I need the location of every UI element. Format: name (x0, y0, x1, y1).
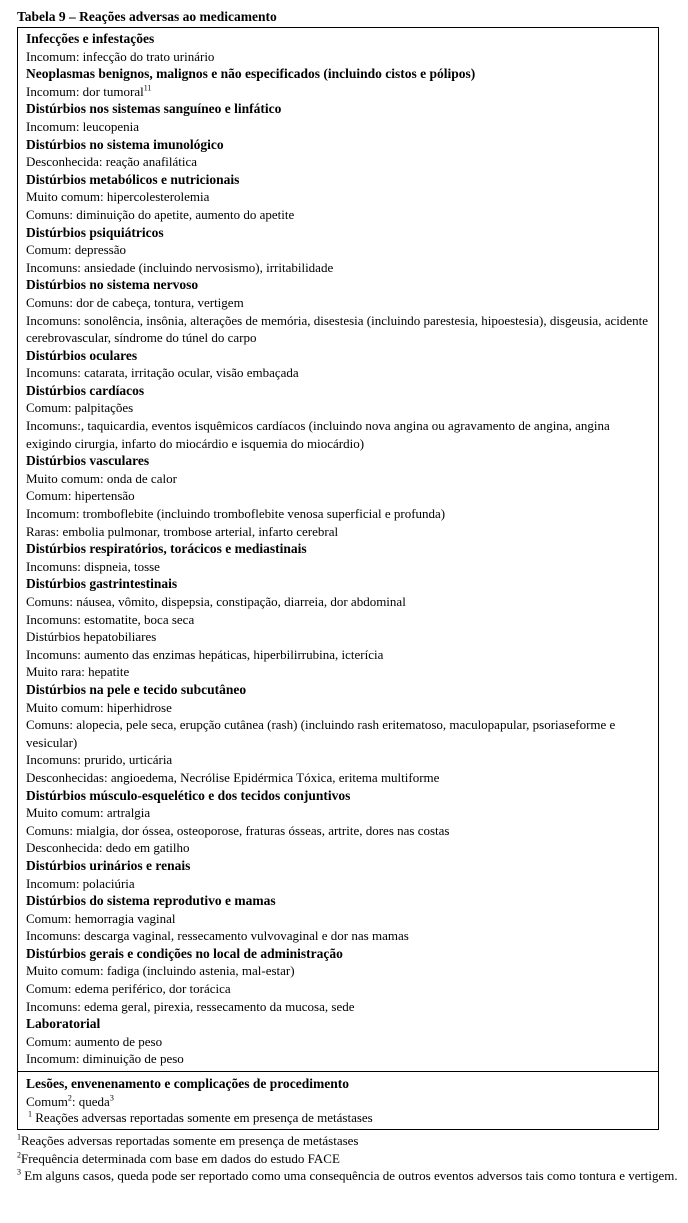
section-line (26, 910, 650, 928)
section-line (26, 505, 650, 523)
section-line (26, 1033, 650, 1051)
line-text: Comum (26, 1093, 68, 1109)
section-title: Distúrbios urinários e renais (26, 857, 191, 873)
superscript: 11 (143, 83, 152, 93)
section-line (26, 769, 650, 787)
section-line (26, 663, 650, 681)
line-text: Desconhecidas: angioedema, Necrólise Epidérmica Tóxica, eritema multiforme (26, 769, 440, 785)
line-text: Desconhecida: dedo em gatilho (26, 840, 190, 856)
footnotes (17, 1132, 679, 1185)
section-line (26, 1093, 650, 1111)
line-text: Comuns: dor de cabeça, tontura, vertigem (26, 294, 244, 310)
note-text: Reações adversas reportadas somente em presença de metástases (32, 1110, 373, 1126)
line-text: : queda (71, 1093, 110, 1109)
section-line (26, 487, 650, 505)
section-line (26, 523, 650, 541)
line-text: Comum: aumento de peso (26, 1033, 163, 1049)
section-line (26, 998, 650, 1016)
line-text: Comum: hipertensão (26, 488, 135, 504)
section-title: Distúrbios oculares (26, 347, 138, 363)
document (17, 0, 679, 1185)
section-line (26, 118, 650, 136)
section-title: Distúrbios vasculares (26, 453, 150, 469)
section-line (26, 399, 650, 417)
superscript: 2 (67, 1093, 72, 1103)
section-line (26, 259, 650, 277)
line-text: Incomuns: dispneia, tosse (26, 558, 160, 574)
section-line (26, 206, 650, 224)
section-line (26, 593, 650, 611)
line-text: Incomuns:, taquicardia, eventos isquêmicos cardíacos (incluindo nova angina ou agravamento de angina, angina exigindo cirurgia, infarto do miocárdio e isquemia do miocárdio) (26, 418, 610, 451)
line-text: Incomuns: catarata, irritação ocular, visão embaçada (26, 365, 299, 381)
section-title: Infecções e infestações (26, 31, 155, 46)
section-line (26, 716, 650, 751)
section-title: Distúrbios do sistema reprodutivo e mamas (26, 893, 276, 909)
line-text: Muito rara: hepatite (26, 664, 130, 680)
table-caption: Tabela 9 – Reações adversas ao medicamento (17, 9, 277, 24)
section-title: Distúrbios na pele e tecido subcutâneo (26, 681, 247, 697)
line-text: Raras: embolia pulmonar, trombose arterial, infarto cerebral (26, 523, 339, 539)
footnote (17, 1167, 679, 1185)
line-text: Incomum: polaciúria (26, 875, 135, 891)
line-text: Incomuns: aumento das enzimas hepáticas, hiperbilirrubina, icterícia (26, 646, 384, 662)
line-text: Incomum: diminuição de peso (26, 1051, 184, 1067)
line-text: Distúrbios hepatobiliares (26, 629, 157, 645)
section-title: Distúrbios psiquiátricos (26, 224, 164, 240)
line-text: Incomum: leucopenia (26, 118, 139, 134)
table-last-section (18, 1071, 658, 1129)
section-title: Distúrbios cardíacos (26, 382, 145, 398)
line-text: Muito comum: fadiga (incluindo astenia, mal-estar) (26, 963, 295, 979)
line-text: Incomuns: estomatite, boca seca (26, 611, 195, 627)
section-line (26, 980, 650, 998)
line-text: Incomuns: prurido, urticária (26, 752, 173, 768)
line-text: Comuns: náusea, vômito, dispepsia, constipação, diarreia, dor abdominal (26, 594, 406, 609)
section-title: Distúrbios gerais e condições no local de administração (26, 945, 343, 961)
section-title: Distúrbios metabólicos e nutricionais (26, 171, 240, 187)
line-text: Incomuns: descarga vaginal, ressecamento vulvovaginal e dor nas mamas (26, 928, 409, 944)
section-line (26, 611, 650, 629)
superscript: 1 (17, 1132, 21, 1142)
section-title: Laboratorial (26, 1016, 101, 1032)
inline-note (26, 1110, 650, 1126)
section-title: Distúrbios respiratórios, torácicos e mediastinais (26, 541, 307, 557)
line-text: Comuns: mialgia, dor óssea, osteoporose, fraturas ósseas, artrite, dores nas costas (26, 822, 450, 838)
line-text: Comum: palpitações (26, 400, 134, 416)
section-line (26, 470, 650, 488)
superscript: 3 (109, 1093, 114, 1103)
line-text: Comuns: diminuição do apetite, aumento do apetite (26, 206, 295, 222)
section-line (26, 364, 650, 382)
section-title: Distúrbios no sistema imunológico (26, 136, 224, 152)
table-body (18, 28, 658, 1071)
section-line (26, 962, 650, 980)
footnote (17, 1150, 679, 1168)
superscript: 3 (17, 1168, 21, 1178)
footnote-text: Reações adversas reportadas somente em presença de metástases (21, 1133, 359, 1149)
line-text: Muito comum: onda de calor (26, 470, 177, 486)
section-line (26, 48, 650, 66)
section-title: Neoplasmas benignos, malignos e não especificados (incluindo cistos e pólipos) (26, 66, 476, 82)
section-line (26, 875, 650, 893)
section-line (26, 839, 650, 857)
section-line (26, 699, 650, 717)
line-text: Muito comum: artralgia (26, 805, 151, 821)
adverse-reactions-table (17, 27, 659, 1130)
section-line (26, 188, 650, 206)
section-line (26, 83, 650, 101)
line-text: Muito comum: hiperhidrose (26, 699, 172, 715)
section-line (26, 1050, 650, 1068)
section-line (26, 312, 650, 347)
line-text: Incomum: infecção do trato urinário (26, 48, 215, 64)
line-text: Comum: hemorragia vaginal (26, 910, 176, 926)
section-line (26, 646, 650, 664)
line-text: Incomum: tromboflebite (incluindo tromboflebite venosa superficial e profunda) (26, 506, 446, 522)
section-line (26, 417, 650, 452)
line-text: Incomum: dor tumoral (26, 83, 144, 99)
section-title: Distúrbios músculo-esquelético e dos tecidos conjuntivos (26, 787, 351, 803)
section-line (26, 153, 650, 171)
footnote-text: Frequência determinada com base em dados do estudo FACE (21, 1150, 340, 1166)
footnote (17, 1132, 679, 1150)
section-line (26, 628, 650, 646)
line-text: Incomuns: sonolência, insônia, alterações de memória, disestesia (incluindo parestesia, hipoestesia), disgeusia, acidente cerebrovascular, síndrome do túnel do carpo (26, 312, 649, 346)
section-title: Distúrbios no sistema nervoso (26, 277, 199, 293)
line-text: Comum: edema periférico, dor torácica (26, 981, 231, 997)
line-text: Incomuns: ansiedade (incluindo nervosismo), irritabilidade (26, 259, 334, 275)
footnote-text: Em alguns casos, queda pode ser reportado como uma consequência de outros eventos adversos tais como tontura e vertigem. (21, 1168, 678, 1184)
section-line (26, 294, 650, 312)
section-line (26, 558, 650, 576)
superscript: 2 (17, 1150, 21, 1160)
section-line (26, 804, 650, 822)
section-line (26, 927, 650, 945)
section-title: Distúrbios gastrintestinais (26, 576, 178, 592)
line-text: Desconhecida: reação anafilática (26, 154, 198, 170)
section-title: Distúrbios nos sistemas sanguíneo e linfático (26, 101, 282, 117)
section-title: Lesões, envenenamento e complicações de procedimento (26, 1076, 349, 1092)
section-line (26, 751, 650, 769)
section-line (26, 241, 650, 259)
line-text: Incomuns: edema geral, pirexia, ressecamento da mucosa, sede (26, 998, 355, 1014)
line-text: Comuns: alopecia, pele seca, erupção cutânea (rash) (incluindo rash eritematoso, maculopapular, psoriaseforme e vesicular) (26, 717, 616, 750)
line-text: Comum: depressão (26, 242, 127, 258)
line-text: Muito comum: hipercolesterolemia (26, 189, 210, 205)
section-line (26, 822, 650, 840)
superscript: 1 (28, 1109, 32, 1119)
